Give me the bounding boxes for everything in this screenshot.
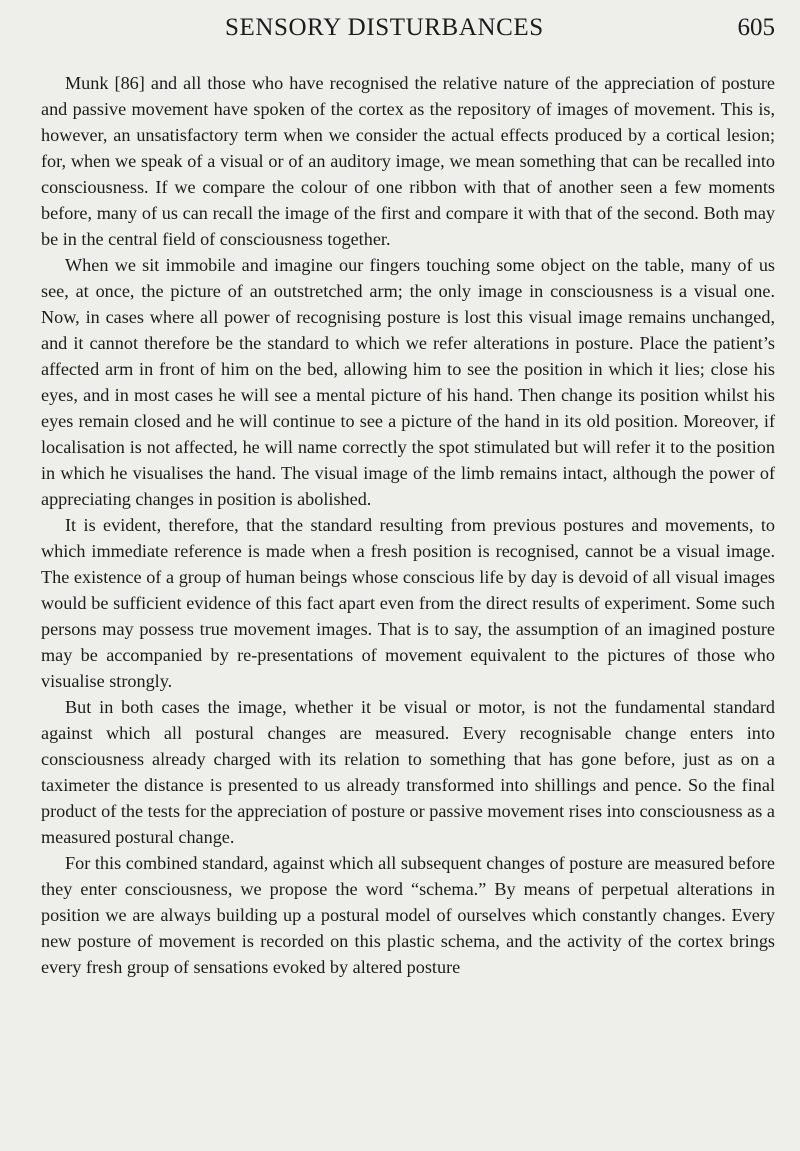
paragraph-standard-not-visual: It is evident, therefore, that the standard resulting from previous postures and movements, to which immediate reference is made when a fresh position is recognised, cannot be a visual image. The existence of a group of human beings whose conscious life by day is devoid of all visual images would be sufficient evidence of this fact apart even from the direct results of experiment. Some such persons may possess true movement images. That is to say, the assumption of an imagined posture may be accompanied by re-presentations of movement equivalent to the pictures of those who visualise strongly. — [41, 515, 775, 691]
paragraph-visual-image: When we sit immobile and imagine our fingers touching some object on the table, many of us see, at once, the picture of an outstretched arm; the only image in consciousness is a visual one. Now, in cases where all power of recognising posture is lost this visual image remains unchanged, and it cannot therefore be the standard to which we refer alterations in posture. Place the patient’s affected arm in front of him on the bed, allowing him to see the position in which it lies; close his eyes, and in most cases he will see a mental picture of his hand. Then change its position whilst his eyes remain closed and he will continue to see a picture of the hand in its old position. Moreover, if localisation is not affected, he will name correctly the spot stimulated but will refer it to the position in which he visualises the hand. The visual image of the limb remains intact, although the power of appreciating changes in position is abolished. — [41, 255, 775, 509]
paragraph-measured-change: But in both cases the image, whether it be visual or motor, is not the fundamental standard against which all postural changes are measured. Every recognisable change enters into consciousness already charged with its relation to something that has gone before, just as on a taximeter the distance is presented to us already transformed into shillings and pence. So the final product of the tests for the appreciation of posture or passive movement rises into consciousness as a measured postural change. — [41, 697, 775, 847]
paragraph-cortex-images: Munk [86] and all those who have recognised the relative nature of the appreciation of posture and passive movement have spoken of the cortex as the repository of images of movement. This is, however, an unsatisfactory term when we consider the actual effects produced by a cortical lesion; for, when we speak of a visual or of an auditory image, we mean something that can be recalled into consciousness. If we compare the colour of one ribbon with that of another seen a few moments before, many of us can recall the image of the first and compare it with that of the second. Both may be in the central field of consciousness together. — [41, 73, 775, 249]
page-number: 605 — [737, 14, 775, 41]
paragraph-schema: For this combined standard, against which all subsequent changes of posture are measured before they enter consciousness, we propose the word “schema.” By means of perpetual alterations in position we are always building up a postural model of ourselves which constantly changes. Every new posture of movement is recorded on this plastic schema, and the activity of the cortex brings every fresh group of sensations evoked by altered posture — [41, 853, 775, 977]
body-text — [41, 70, 775, 980]
running-head — [40, 10, 775, 50]
running-title: SENSORY DISTURBANCES — [225, 14, 544, 41]
